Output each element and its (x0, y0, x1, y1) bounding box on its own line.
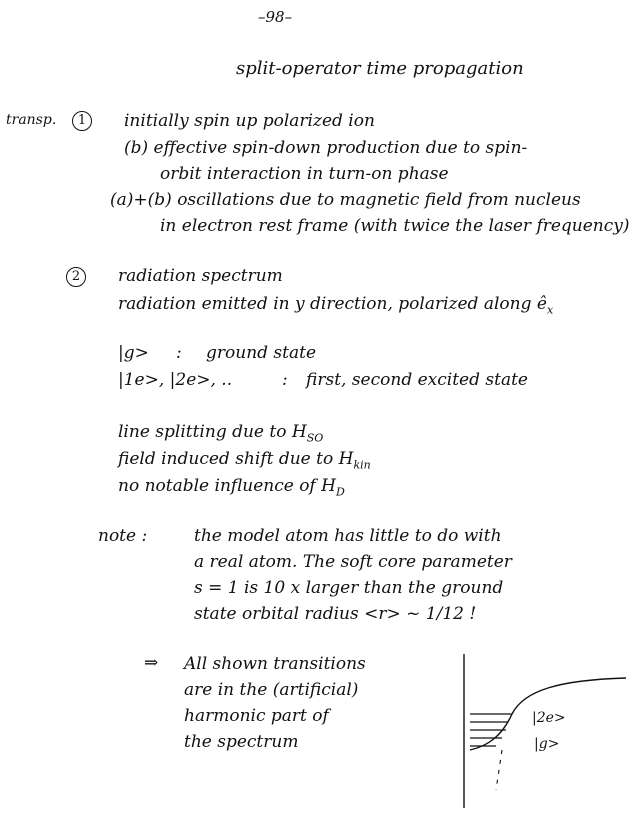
section1-line4: (a)+(b) oscillations due to magnetic field from nucleus (110, 190, 581, 210)
influence-sub: SO (306, 431, 324, 445)
state-excited-desc: first, second excited state (306, 370, 528, 390)
conclusion-line2: are in the (artificial) (184, 680, 359, 700)
section1-line5: in electron rest frame (with twice the laser frequency) (160, 216, 630, 236)
conclusion-line4: the spectrum (184, 732, 299, 752)
influence-text: line splitting due to H (118, 422, 307, 442)
state-ground-symbol: |g> (118, 343, 149, 363)
excited-state-label: |2e> (532, 710, 566, 726)
influence-no-notable (118, 478, 345, 497)
influence-field-shift (118, 451, 371, 470)
conclusion-line1: All shown transitions (184, 654, 366, 674)
note-label: note : (98, 526, 148, 546)
section2-number (66, 267, 86, 287)
section2-line2 (118, 296, 553, 315)
section2-line1: radiation spectrum (118, 266, 283, 286)
note-line1: the model atom has little to do with (194, 526, 502, 546)
state-ground-desc: ground state (206, 343, 317, 363)
potential-sketch (440, 650, 630, 820)
section2-line2-sub: x (546, 303, 554, 317)
note-line4: state orbital radius <r> ~ 1/12 ! (194, 604, 477, 624)
section1-line1: initially spin up polarized ion (124, 111, 375, 131)
influence-sub: kin (353, 458, 371, 472)
ground-state-label: |g> (534, 736, 560, 752)
section1-number (72, 111, 92, 131)
note-line3: s = 1 is 10 x larger than the ground (194, 578, 504, 598)
margin-label: transp. (6, 112, 57, 128)
influence-sub: D (335, 485, 345, 499)
section1-line3: orbit interaction in turn-on phase (160, 164, 449, 184)
influence-line-splitting (118, 424, 323, 443)
state-ground-sep: : (176, 343, 182, 363)
influence-text: field induced shift due to H (118, 449, 354, 469)
conclusion-line3: harmonic part of (184, 706, 329, 726)
influence-text: no notable influence of H (118, 476, 336, 496)
section1-line2: (b) effective spin-down production due to spin- (124, 138, 528, 158)
circled-number: 1 (72, 111, 92, 131)
page-number: –98– (258, 8, 293, 26)
section2-line2-text: radiation emitted in y direction, polarized along ê (118, 294, 547, 314)
state-excited-sep: : (282, 370, 288, 390)
page-title: split-operator time propagation (236, 58, 524, 79)
dashed-guide (496, 750, 502, 790)
circled-number: 2 (66, 267, 86, 287)
state-excited-symbol: |1e>, |2e>, .. (118, 370, 233, 390)
implies-arrow: ⇒ (144, 653, 159, 673)
note-line2: a real atom. The soft core parameter (194, 552, 512, 572)
